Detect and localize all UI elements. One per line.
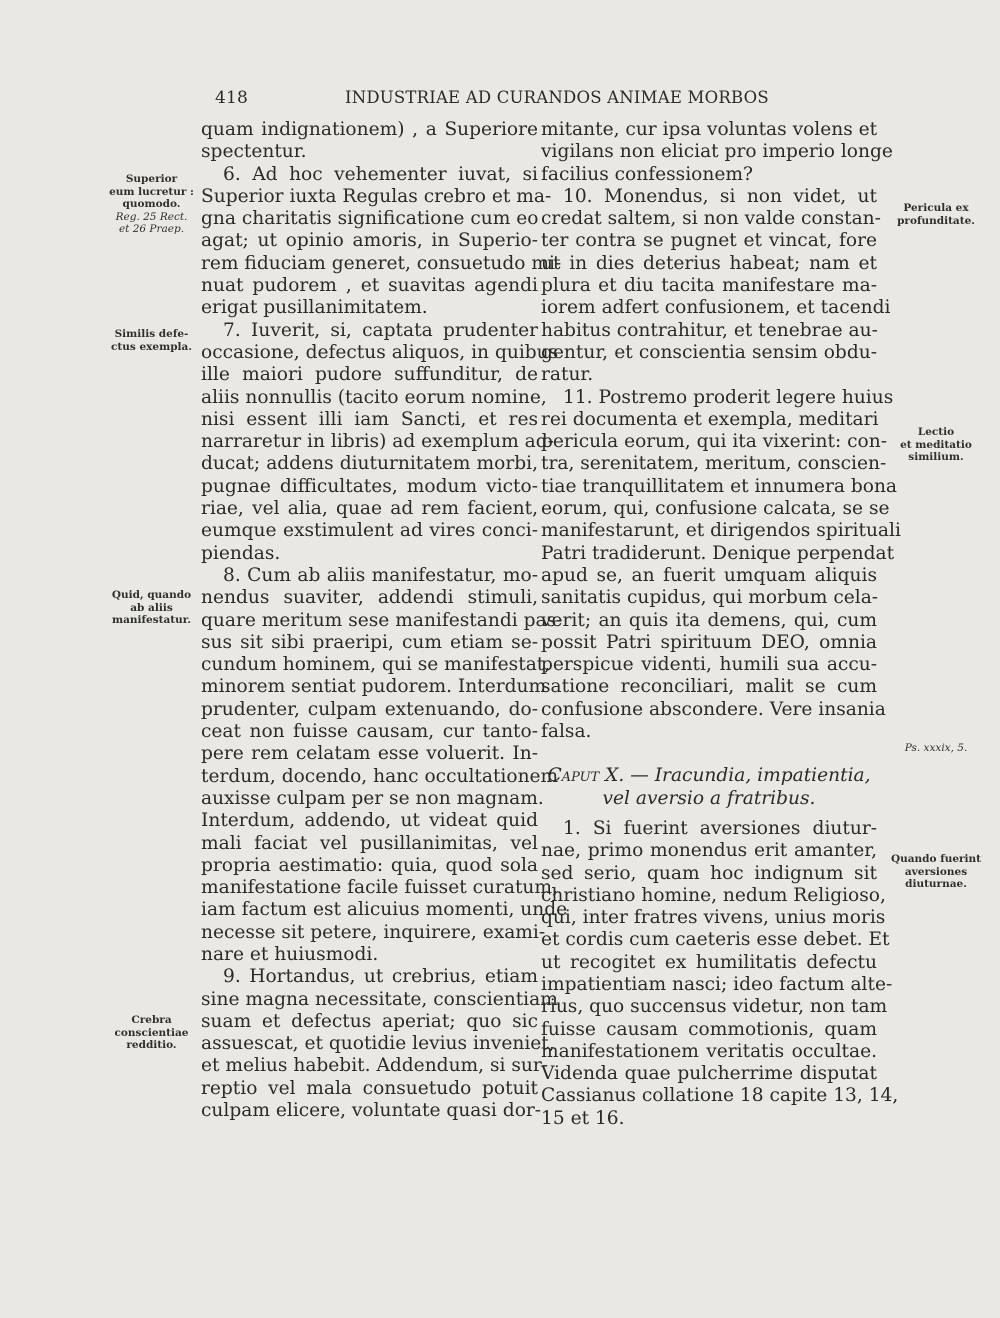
text-line: nendus suaviter, addendi stimuli, bbox=[201, 587, 538, 609]
running-title: INDUSTRIAE AD CURANDOS ANIMAE MORBOS bbox=[345, 88, 769, 107]
text-line: satione reconciliari, malit se cum bbox=[541, 676, 877, 698]
text-line: nuat pudorem , et suavitas agendi bbox=[201, 275, 538, 297]
text-line: rem fiduciam generet, consuetudo mi- bbox=[201, 252, 562, 274]
text-line: sanitatis cupidus, qui morbum cela- bbox=[541, 587, 879, 609]
text-line: credat saltem, si non valde constan- bbox=[541, 208, 881, 230]
margin-note-line: Lectio bbox=[917, 426, 955, 438]
margin-note-line: eum lucretur : bbox=[109, 185, 194, 198]
margin-note-lectio bbox=[886, 426, 986, 464]
margin-note-psalm bbox=[886, 742, 986, 755]
text-line: necesse sit petere, inquirere, exami- bbox=[201, 921, 546, 943]
margin-note-line: diuturnae. bbox=[905, 878, 967, 890]
text-line: mali faciat vel pusillanimitas, vel bbox=[201, 832, 538, 854]
text-line: falsa. bbox=[541, 721, 592, 743]
margin-note-quid bbox=[104, 589, 199, 627]
margin-note-line: Quid, quando bbox=[111, 589, 192, 601]
text-line: occasione, defectus aliquos, in quibus bbox=[201, 341, 559, 363]
text-line: quam indignationem) , a Superiore bbox=[201, 119, 538, 140]
text-line: vigilans non eliciat pro imperio longe bbox=[541, 141, 893, 163]
text-line: sed serio, quam hoc indignum sit bbox=[541, 862, 877, 884]
margin-note-line: ctus exempla. bbox=[111, 340, 192, 353]
text-line: 7. Iuverit, si, captata prudenter bbox=[223, 319, 538, 341]
text-line: assuescat, et quotidie levius inveniet, bbox=[201, 1033, 555, 1055]
text-line: et melius habebit. Addendum, si sur- bbox=[201, 1055, 549, 1077]
text-line: impatientiam nasci; ideo factum alte- bbox=[541, 973, 893, 995]
text-line: eorum, qui, confusione calcata, se se bbox=[541, 498, 890, 520]
text-line: 6. Ad hoc vehementer iuvat, si bbox=[223, 163, 538, 185]
margin-note-pericula bbox=[886, 202, 986, 227]
margin-note-line: Crebra bbox=[131, 1014, 172, 1026]
text-line: facilius confessionem? bbox=[541, 163, 753, 185]
text-line: spectentur. bbox=[201, 141, 307, 163]
text-line: 11. Postremo proderit legere huius bbox=[563, 386, 894, 408]
text-line: culpam elicere, voluntate quasi dor- bbox=[201, 1100, 542, 1122]
text-line: pericula eorum, qui ita vixerint: con- bbox=[541, 431, 887, 453]
margin-note-similis bbox=[104, 328, 199, 353]
text-line: pugnae difficultates, modum victo- bbox=[201, 475, 538, 497]
text-line: rei documenta et exempla, meditari bbox=[541, 408, 879, 430]
text-line: pere rem celatam esse voluerit. In- bbox=[201, 743, 538, 765]
text-line: confusione abscondere. Vere insania bbox=[541, 698, 886, 720]
text-line: gentur, et conscientia sensim obdu- bbox=[541, 341, 877, 363]
text-line: prudenter, culpam extenuando, do- bbox=[201, 698, 538, 720]
text-line: et cordis cum caeteris esse debet. Et bbox=[541, 929, 890, 951]
margin-note-line: ab aliis bbox=[130, 601, 173, 614]
text-line: manifestatione facile fuisset curatum, bbox=[201, 877, 558, 899]
text-line: nare et huiusmodi. bbox=[201, 943, 379, 965]
text-line: ter contra se pugnet et vincat, fore bbox=[541, 230, 877, 252]
text-line: sus sit sibi praeripi, cum etiam se- bbox=[201, 631, 538, 653]
text-line: ducat; addens diuturnitatem morbi, bbox=[201, 453, 538, 475]
text-line: 1. Si fuerint aversiones diutur- bbox=[563, 817, 877, 839]
text-line: verit; an quis ita demens, qui, cum bbox=[541, 609, 877, 631]
margin-note-reference: et 26 Praep. bbox=[118, 223, 185, 235]
text-line: mitante, cur ipsa voluntas volens et bbox=[541, 119, 878, 140]
text-line: ut in dies deterius habeat; nam et bbox=[541, 252, 877, 274]
text-line: 10. Monendus, si non videt, ut bbox=[563, 185, 877, 207]
text-line: cundum hominem, qui se manifestat, bbox=[201, 654, 551, 676]
margin-note-reference: Reg. 25 Rect. bbox=[115, 210, 188, 223]
text-line: Interdum, addendo, ut videat quid bbox=[201, 810, 538, 832]
text-line: apud se, an fuerit umquam aliquis bbox=[541, 564, 877, 586]
text-line: suam et defectus aperiat; quo sic bbox=[201, 1010, 538, 1032]
margin-note-crebra bbox=[104, 1014, 199, 1052]
text-line: rius, quo succensus videtur, non tam bbox=[541, 996, 888, 1018]
spacer bbox=[541, 743, 877, 765]
text-line: 15 et 16. bbox=[541, 1107, 625, 1129]
chapter-title-line2: vel aversio a fratribus. bbox=[602, 787, 816, 809]
text-line: ceat non fuisse causam, cur tanto- bbox=[201, 721, 538, 743]
right-text-column bbox=[541, 119, 901, 1130]
text-line: minorem sentiat pudorem. Interdum bbox=[201, 676, 547, 698]
text-line: 8. Cum ab aliis manifestatur, mo- bbox=[223, 564, 538, 586]
margin-note-line: quomodo. bbox=[122, 198, 181, 210]
chapter-label: Caput X. bbox=[547, 765, 625, 787]
margin-note-line: aversiones bbox=[904, 865, 968, 878]
text-line: fuisse causam commotionis, quam bbox=[541, 1018, 877, 1040]
margin-note-line: Similis defe- bbox=[114, 328, 189, 340]
text-line: tra, serenitatem, meritum, conscien- bbox=[541, 453, 887, 475]
right-column-part-a bbox=[541, 119, 901, 743]
text-line: erigat pusillanimitatem. bbox=[201, 297, 428, 319]
text-line: terdum, docendo, hanc occultationem bbox=[201, 765, 559, 787]
text-line: reptio vel mala consuetudo potuit bbox=[201, 1077, 538, 1099]
margin-note-superior bbox=[104, 173, 199, 236]
text-line: Cassianus collatione 18 capite 13, 14, bbox=[541, 1085, 899, 1107]
margin-note-line: manifestatur. bbox=[111, 614, 191, 626]
text-line: possit Patri spirituum DEO, omnia bbox=[541, 631, 877, 653]
text-line: nae, primo monendus erit amanter, bbox=[541, 840, 877, 862]
right-column-part-b bbox=[541, 817, 899, 1130]
chapter-title-line1: — Iracundia, impatientia, bbox=[630, 765, 871, 787]
margin-note-quando bbox=[886, 853, 986, 891]
margin-note-reference: Ps. xxxix, 5. bbox=[904, 742, 968, 754]
text-line: iam factum est alicuius momenti, unde bbox=[201, 899, 568, 921]
text-line: auxisse culpam per se non magnam. bbox=[201, 787, 544, 809]
text-line: ut recogitet ex humilitatis defectu bbox=[541, 951, 877, 973]
text-line: perspicue videnti, humili sua accu- bbox=[541, 654, 877, 676]
text-line: propria aestimatio: quia, quod sola bbox=[201, 854, 538, 876]
text-line: aliis nonnullis (tacito eorum nomine, bbox=[201, 386, 547, 408]
text-line: christiano homine, nedum Religioso, bbox=[541, 884, 886, 906]
text-line: ratur. bbox=[541, 364, 594, 386]
spacer bbox=[541, 810, 877, 818]
text-line: 9. Hortandus, ut crebrius, etiam bbox=[223, 966, 538, 988]
chapter-heading bbox=[541, 765, 877, 787]
text-line: Superior iuxta Regulas crebro et ma- bbox=[201, 185, 552, 207]
text-line: sine magna necessitate, conscientiam bbox=[201, 988, 558, 1010]
text-line: quare meritum sese manifestandi pas- bbox=[201, 609, 563, 631]
text-line: eumque exstimulent ad vires conci- bbox=[201, 520, 538, 542]
text-line: plura et diu tacita manifestare ma- bbox=[541, 275, 877, 297]
text-line: manifestationem veritatis occultae. bbox=[541, 1040, 877, 1062]
text-line: tiae tranquillitatem et innumera bona bbox=[541, 475, 898, 497]
text-line: ille maiori pudore suffunditur, de bbox=[201, 364, 538, 386]
text-line: piendas. bbox=[201, 542, 281, 564]
text-line: nisi essent illi iam Sancti, et res bbox=[201, 408, 538, 430]
margin-note-line: conscientiae bbox=[114, 1026, 189, 1039]
text-line: manifestarunt, et dirigendos spirituali bbox=[541, 520, 901, 542]
margin-note-line: Quando fuerint bbox=[890, 853, 982, 865]
text-line: riae, vel alia, quae ad rem facient, bbox=[201, 498, 538, 520]
margin-note-line: redditio. bbox=[126, 1039, 177, 1051]
page-number: 418 bbox=[215, 88, 249, 108]
margin-note-line: profunditate. bbox=[897, 214, 975, 227]
text-line: iorem adfert confusionem, et tacendi bbox=[541, 297, 891, 319]
text-line: Videnda quae pulcherrime disputat bbox=[541, 1063, 877, 1085]
margin-note-line: Superior bbox=[125, 173, 178, 185]
margin-note-line: Pericula ex bbox=[903, 202, 969, 214]
text-line: narraretur in libris) ad exemplum ad- bbox=[201, 431, 554, 453]
text-line: qui, inter fratres vivens, unius moris bbox=[541, 907, 886, 929]
text-line: habitus contrahitur, et tenebrae au- bbox=[541, 319, 878, 341]
text-line: gna charitatis significatione cum eo bbox=[201, 208, 539, 230]
margin-note-line: et meditatio bbox=[900, 438, 972, 451]
margin-note-line: similium. bbox=[908, 451, 964, 463]
text-line: Patri tradiderunt. Denique perpendat bbox=[541, 542, 895, 564]
text-line: agat; ut opinio amoris, in Superio- bbox=[201, 230, 538, 252]
